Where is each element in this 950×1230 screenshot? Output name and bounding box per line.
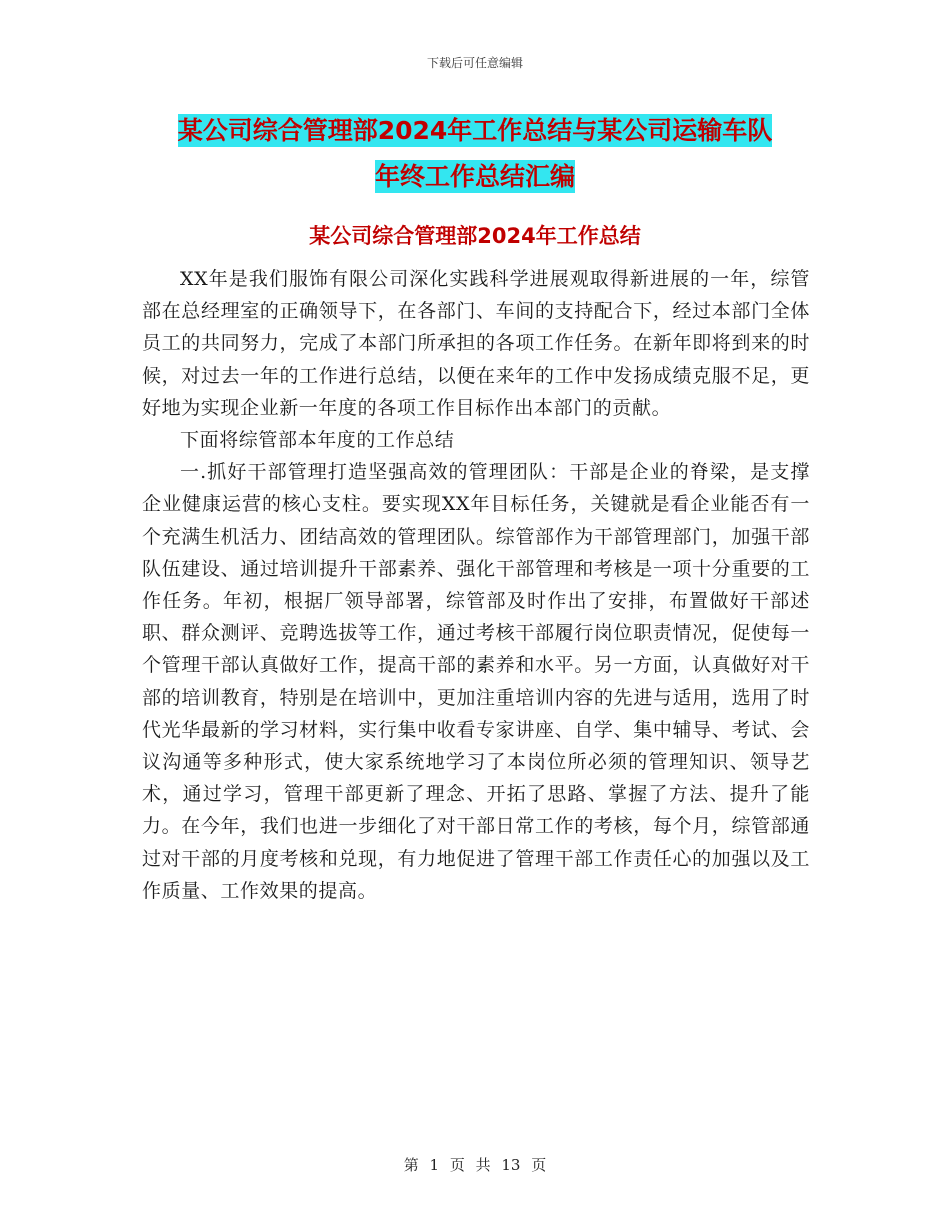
page-number-footer: 第 1 页 共 13 页 [403, 1156, 547, 1174]
paragraph-lead-in: 下面将综管部本年度的工作总结 [180, 429, 455, 452]
document-title [0, 108, 950, 200]
page-header-note: 下载后可任意编辑 [426, 56, 523, 70]
section-title: 某公司综合管理部2024年工作总结 [309, 224, 641, 248]
paragraph-intro: XX年是我们服饰有限公司深化实践科学进展观取得新进展的一年，综管部在总经理室的正确领导下，在各部门、车间的支持配合下，经过本部门全体员工的共同努力，完成了本部门所承担的各项工作任务。在新年即将到来的时候，对过去一年的工作进行总结，以便在来年的工作中发扬成绩克服不足，更好地为实现企业新一年度的各项工作目标作出本部门的贡献。 [142, 268, 810, 419]
paragraph-cadre-management: 一.抓好干部管理打造坚强高效的管理团队：干部是企业的脊梁，是支撑企业健康运营的核心支柱。要实现XX年目标任务，关键就是看企业能否有一个充满生机活力、团结高效的管理团队。综管部作为干部管理部门，加强干部队伍建设、通过培训提升干部素养、强化干部管理和考核是一项十分重要的工作任务。年初，根据厂领导部署，综管部及时作出了安排，布置做好干部述职、群众测评、竞聘选拔等工作，通过考核干部履行岗位职责情况，促使每一个管理干部认真做好工作，提高干部的素养和水平。另一方面，认真做好对干部的培训教育，特别是在培训中，更加注重培训内容的先进与适用，选用了时代光华最新的学习材料，实行集中收看专家讲座、自学、集中辅导、考试、会议沟通等多种形式，使大家系统地学习了本岗位所必须的管理知识、领导艺术，通过学习，管理干部更新了理念、开拓了思路、掌握了方法、提升了能力。在今年，我们也进一步细化了对干部日常工作的考核，每个月，综管部通过对干部的月度考核和兑现，有力地促进了管理干部工作责任心的加强以及工作质量、工作效果的提高。 [142, 461, 810, 902]
document-title-line-1: 某公司综合管理部2024年工作总结与某公司运输车队 [177, 116, 773, 145]
document-body [142, 263, 810, 907]
document-title-line-2: 年终工作总结汇编 [374, 162, 575, 191]
